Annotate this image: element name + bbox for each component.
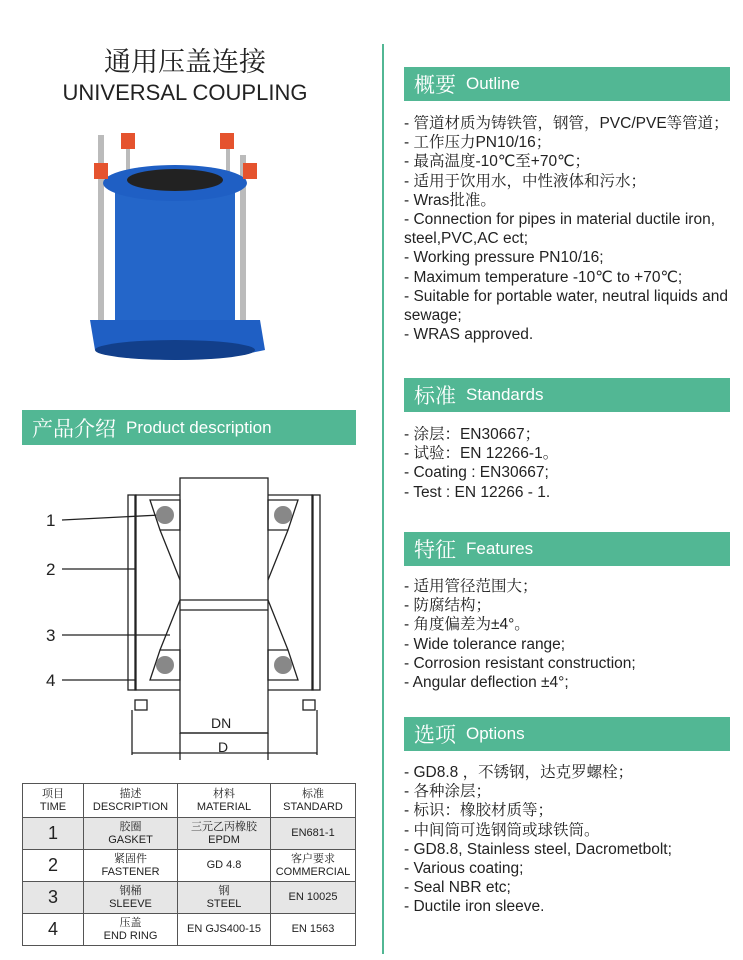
table-row: 2 紧固件 FASTENER GD 4.8 客户要求 COMMERCIAL [23,850,356,882]
standards-list [404,425,739,502]
outline-line: - WRAS approved. [404,326,534,344]
features-line: - 防腐结构； [404,597,491,615]
product-image [90,125,290,375]
options-list [404,763,739,917]
table-row: 1 胶圈 GASKET 三元乙丙橡胶 EPDM EN681-1 [23,818,356,850]
standards-header: 标准 Standards [404,378,730,412]
outline-list [404,114,739,344]
bolt-cap-icon [243,163,257,179]
label-3: 3 [46,626,56,645]
label-4: 4 [46,671,56,690]
header-cell: 标准 STANDARD [271,784,356,818]
outline-header: 概要 Outline [404,67,730,101]
bolt-cap-icon [220,133,234,149]
outline-line: - Working pressure PN10/16; [404,249,604,267]
title-en: UNIVERSAL COUPLING [62,80,308,105]
header-cell: 项目 TIME [23,784,84,818]
options-line: - Seal NBR etc; [404,879,511,897]
standards-line: - 涂层：EN30667； [404,426,541,443]
features-line: - 适用管径范围大； [404,578,538,595]
header-cn: 产品介绍 [32,416,116,441]
outline-line: - Maximum temperature -10℃ to +70℃; [404,268,683,286]
features-header: 特征 Features [404,532,730,566]
header-cell: 描述 DESCRIPTION [84,784,178,818]
outline-line: - 最高温度-10℃至+70℃； [404,153,590,171]
outline-line: - 工作压力PN10/16； [404,134,552,152]
features-line: - Angular deflection ±4°; [404,674,569,692]
standards-line: - Test : EN 12266 - 1. [404,483,551,501]
product-description-header [22,410,356,445]
title-cn: 通用压盖连接 [104,47,266,78]
outline-line: - Suitable for portable water, neutral liquids and sewage; [404,287,728,325]
label-dn: DN [211,715,232,731]
outline-line: - Wras批准。 [404,191,496,209]
materials-table [22,783,356,946]
options-line: - GD8.8, Stainless steel, Dacrometbolt; [404,840,672,858]
features-list [404,577,739,692]
header-en: Product description [126,417,272,437]
options-line: - GD8.8 ，不锈钢，达克罗螺栓； [404,764,634,781]
table-row: 4 压盖 END RING EN GJS400-15 EN 1563 [23,914,356,946]
outline-line: - 适用于饮用水，中性液体和污水； [404,172,646,190]
options-header: 选项 Options [404,717,730,751]
outline-line: - 管道材质为铸铁管，钢管，PVC/PVE等管道； [404,115,729,132]
column-divider [382,44,384,954]
label-1: 1 [46,511,56,530]
table-header-row [23,784,356,818]
outline-line: - Connection for pipes in material ductile iron, steel,PVC,AC ect; [404,211,716,248]
options-line: - Ductile iron sleeve. [404,898,545,916]
options-line: - 中间筒可选钢筒或球铁筒。 [404,821,600,839]
standards-line: - 试验：EN 12266-1。 [404,445,559,463]
features-line: - Wide tolerance range; [404,635,566,653]
features-line: - 角度偏差为±4°。 [404,616,530,634]
features-line: - Corrosion resistant construction; [404,654,636,672]
table-row: 3 钢桶 SLEEVE 钢 STEEL EN 10025 [23,882,356,914]
bolt-cap-icon [121,133,135,149]
sleeve [115,185,235,335]
standards-line: - Coating : EN30667; [404,464,549,482]
options-line: - Various coating; [404,860,524,878]
cross-section-diagram [40,470,340,760]
options-line: - 标识：橡胶材质等； [404,802,553,820]
label-2: 2 [46,560,56,579]
header-cell: 材料 MATERIAL [178,784,271,818]
label-d: D [218,739,229,755]
options-line: - 各种涂层； [404,783,491,801]
bolt-cap-icon [94,163,108,179]
